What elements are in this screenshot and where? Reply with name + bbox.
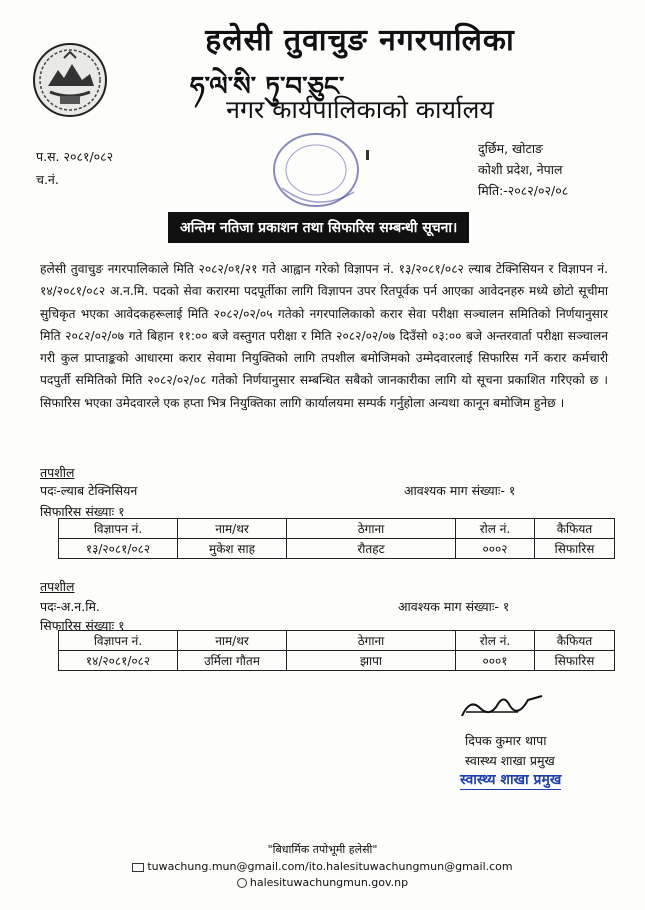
- municipality-title: हलेसी तुवाचुङ नगरपालिका: [205, 23, 515, 58]
- table-header-row: [59, 631, 615, 651]
- result-table: [58, 518, 615, 559]
- table-cell: मुकेश साह: [178, 539, 287, 559]
- required-count: आवश्यक माग संख्याः- १: [404, 483, 516, 498]
- column-header: विज्ञापन नं.: [59, 631, 178, 651]
- address-line-1: दुर्छिम, खोटाङ: [478, 141, 544, 156]
- table-cell: सिफारिस: [535, 651, 615, 671]
- column-header: रोल नं.: [456, 519, 535, 539]
- signatory-stamp: स्वास्थ्य शाखा प्रमुख: [460, 772, 562, 788]
- column-header: विज्ञापन नं.: [59, 519, 178, 539]
- office-title: नगर कार्यपालिकाको कार्यालय: [226, 95, 494, 124]
- column-header: कैफियत: [535, 631, 615, 651]
- notice-body: हलेसी तुवाचुङ नगरपालिकाले मिति २०८२/०१/२१ गते आह्वान गरेको विज्ञापन नं. १३/२०८१/०८२ ल्याब टेक्निसियन र विज्ञापन नं. १४/२०८१/०८२ अ.न.मि. पदको सेवा करारमा पदपूर्तीका लागि विज्ञापन उपर रितपूर्वक पर्न आएका आवेदनहरु मध्ये छोटो सूचीमा सुचिकृत भएका आवेदकहरूलाई मिति २०८२/०२/०५ गतेको नगरपालिकाको करार सेवा परीक्षा सञ्चालन समितिको निर्णयानुसार मिति २०८२/०२/०७ गते बिहान ११:०० बजे वस्तुगत परीक्षा र मिति २०८२/०२/०७ दिउँसो ०३:०० बजे अन्तरवार्ता परीक्षा सञ्चालन गरी कुल प्राप्ताङ्कको आधारमा करार सेवामा नियुक्तिको लागि तपशील बमोजिमको उम्मेदवारलाई सिफारिस गर्ने करार कर्मचारी पदपुर्ती समितिको मिति २०८२/०२/०८ गतेको निर्णयानुसार सम्बन्धित सबैको जानकारीका लागि यो सूचना प्रकाशित गरिएको छ । सिफारिस भएका उमेदवारले एक हप्ता भित्र नियुक्तिका लागि कार्यालयमा सम्पर्क गर्नुहोला अन्यथा कानून बमोजिम हुनेछ ।: [40, 262, 608, 410]
- table-cell: झापा: [287, 651, 456, 671]
- column-header: ठेगाना: [287, 631, 456, 651]
- nepal-emblem-icon: [30, 40, 110, 120]
- footer-web-line: [0, 876, 645, 889]
- signature-icon: [458, 690, 548, 724]
- column-header: रोल नं.: [456, 631, 535, 651]
- column-header: नाम/थर: [178, 631, 287, 651]
- footer-emails[interactable]: tuwachung.mun@gmail.com/ito.halesituwachungmun@gmail.com: [147, 860, 513, 873]
- column-header: कैफियत: [535, 519, 615, 539]
- required-count: आवश्यक माग संख्याः- १: [398, 599, 510, 614]
- column-header: नाम/थर: [178, 519, 287, 539]
- recommended-count: सिफारिस संख्याः १: [40, 504, 125, 519]
- table-cell: ०००१: [456, 651, 535, 671]
- signatory-role: स्वास्थ्य शाखा प्रमुख: [465, 753, 555, 768]
- footer-website[interactable]: halesituwachungmun.gov.np: [249, 876, 409, 889]
- letter-number: प.स. २०८१/०८२: [36, 149, 114, 164]
- post-name: पदः-अ.न.मि.: [40, 599, 100, 614]
- table-cell: १४/२०८१/०८२: [59, 651, 178, 671]
- table-header-row: [59, 519, 615, 539]
- table-row: [59, 539, 615, 559]
- table-cell: १३/२०८१/०८२: [59, 539, 178, 559]
- column-header: ठेगाना: [287, 519, 456, 539]
- table-row: [59, 651, 615, 671]
- result-table: [58, 630, 615, 671]
- signatory-name: दिपक कुमार थापा: [465, 733, 547, 748]
- footer-email-line: [0, 860, 645, 873]
- municipality-title-script: ཧ་ལེ་སི་ ཏུ་བ་ཅུང་: [190, 72, 345, 102]
- globe-icon: [237, 878, 247, 888]
- section-heading: तपशील: [40, 579, 75, 594]
- table-cell: रौतहट: [287, 539, 456, 559]
- address-line-2: कोशी प्रदेश, नेपाल: [478, 162, 563, 177]
- dispatch-number: च.नं.: [36, 172, 59, 187]
- table-cell: ०००२: [456, 539, 535, 559]
- mail-icon: [132, 863, 144, 872]
- post-name: पदः-ल्याब टेक्निसियन: [40, 483, 138, 498]
- section-heading: तपशील: [40, 465, 75, 480]
- table-cell: उर्मिला गौतम: [178, 651, 287, 671]
- office-stamp-icon: [262, 128, 370, 220]
- recommended-count: सिफारिस संख्याः १: [40, 618, 125, 633]
- notice-title: अन्तिम नतिजा प्रकाशन तथा सिफारिस सम्बन्धी सूचना।: [168, 212, 469, 243]
- letter-date: मिति:-२०८२/०२/०८: [478, 183, 569, 198]
- table-cell: सिफारिस: [535, 539, 615, 559]
- footer-motto: "बिधार्मिक तपोभूमी हलेसी": [267, 843, 378, 856]
